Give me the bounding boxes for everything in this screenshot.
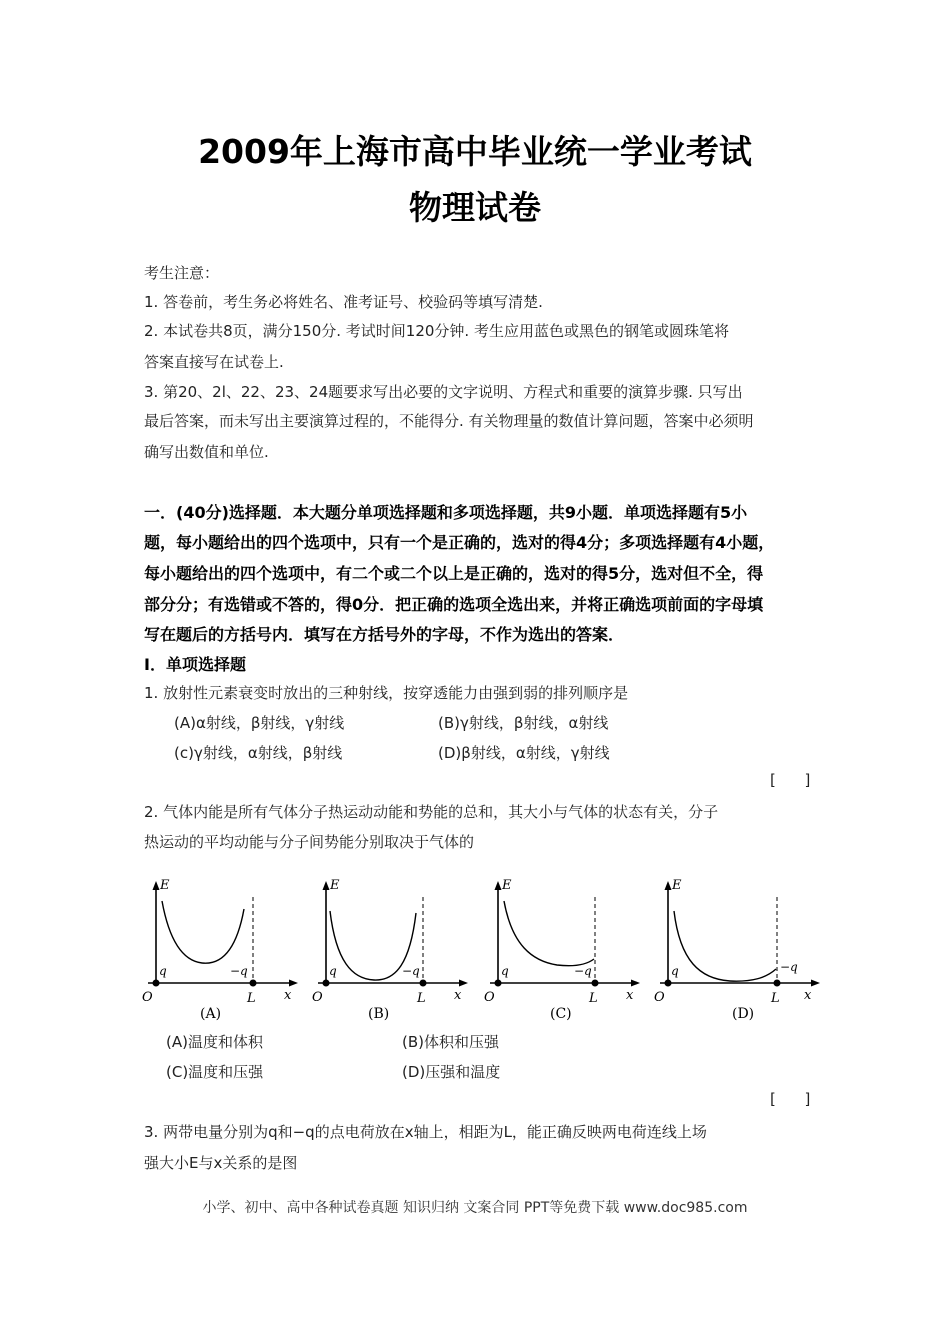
origin-label: O: [312, 990, 323, 1005]
question-2-stem: 2. 气体内能是所有气体分子热运动动能和势能的总和，其大小与气体的状态有关，分子: [144, 803, 719, 821]
q2-option-a: (A)温度和体积: [166, 1033, 263, 1051]
charge-label: −q: [780, 960, 798, 974]
notice-item-3: 3. 第20、2l、22、23、24题要求写出必要的文字说明、方程式和重要的演算步骤. 只写出: [144, 383, 743, 401]
q1-answer-bracket: [ ]: [770, 771, 811, 789]
exam-title: 2009年上海市高中毕业统一学业考试: [198, 132, 752, 171]
notice-item-2-cont: 答案直接写在试卷上.: [144, 353, 284, 371]
axis-label: x: [454, 988, 462, 1003]
notice-item-1: 1. 答卷前，考生务必将姓名、准考证号、校验码等填写清楚.: [144, 293, 543, 311]
charge-label: q: [159, 964, 167, 978]
distance-label: L: [589, 991, 598, 1006]
distance-label: L: [247, 991, 256, 1006]
q1-option-a: (A)α射线，β射线，γ射线: [174, 714, 345, 732]
origin-label: O: [654, 990, 665, 1005]
notice-item-3-cont2: 确写出数值和单位.: [144, 443, 269, 461]
notice-heading: 考生注意：: [144, 264, 220, 282]
axis-label: x: [626, 988, 634, 1003]
q2-option-c: (C)温度和压强: [166, 1063, 264, 1081]
q1-option-c: (c)γ射线，α射线，β射线: [174, 744, 343, 762]
axis-label: E: [160, 878, 170, 893]
question-2-stem-cont: 热运动的平均动能与分子间势能分别取决于气体的: [144, 833, 475, 851]
question-1-stem: 1. 放射性元素衰变时放出的三种射线，按穿透能力由强到弱的排列顺序是: [144, 684, 629, 702]
charge-label: −q: [230, 964, 248, 978]
graph-b: [310, 875, 470, 1025]
distance-label: L: [417, 991, 426, 1006]
question-3-stem-cont: 强大小E与x关系的是图: [144, 1154, 298, 1172]
notice-item-2: 2. 本试卷共8页，满分150分. 考试时间120分钟. 考生应用蓝色或黑色的钢笔或圆珠笔将: [144, 322, 729, 340]
q2-option-b: (B)体积和压强: [402, 1033, 499, 1051]
charge-label: q: [329, 964, 337, 978]
axis-label: E: [330, 878, 340, 893]
graph-d: [652, 875, 822, 1025]
subsection-heading: Ⅰ．单项选择题: [144, 655, 246, 674]
axis-label: E: [502, 878, 512, 893]
section-instructions: 题，每小题给出的四个选项中，只有一个是正确的，选对的得4分；多项选择题有4小题，: [144, 533, 775, 552]
graph-a: [140, 875, 300, 1025]
distance-label: L: [771, 991, 780, 1006]
q1-option-b: (B)γ射线，β射线，α射线: [438, 714, 609, 732]
section-instructions: 每小题给出的四个选项中，有二个或二个以上是正确的，选对的得5分，选对但不全，得: [144, 564, 764, 583]
graph-label: (D): [732, 1006, 755, 1022]
graph-c: [482, 875, 642, 1025]
graph-label: (A): [200, 1006, 222, 1022]
charge-label: q: [501, 964, 509, 978]
section-instructions: 写在题后的方括号内．填写在方括号外的字母，不作为选出的答案．: [144, 625, 625, 644]
charge-label: q: [671, 964, 679, 978]
origin-label: O: [484, 990, 495, 1005]
page-footer: 小学、初中、高中各种试卷真题 知识归纳 文案合同 PPT等免费下载 www.doc985.com: [202, 1200, 748, 1216]
origin-label: O: [142, 990, 153, 1005]
notice-item-3-cont: 最后答案，而未写出主要演算过程的，不能得分. 有关物理量的数值计算问题，答案中必须明: [144, 412, 754, 430]
axis-label: E: [672, 878, 682, 893]
axis-label: x: [804, 988, 812, 1003]
question-3-stem: 3. 两带电量分别为q和−q的点电荷放在x轴上，相距为L，能正确反映两电荷连线上场: [144, 1123, 707, 1141]
charge-label: −q: [574, 964, 592, 978]
q2-answer-bracket: [ ]: [770, 1090, 811, 1108]
graph-label: (C): [550, 1006, 572, 1022]
section-instructions: 一．(40分)选择题．本大题分单项选择题和多项选择题，共9小题．单项选择题有5小: [144, 503, 748, 522]
section-instructions: 部分分；有选错或不答的，得0分．把正确的选项全选出来，并将正确选项前面的字母填: [144, 595, 764, 614]
q2-option-d: (D)压强和温度: [402, 1063, 501, 1081]
charge-label: −q: [402, 964, 420, 978]
exam-subtitle: 物理试卷: [409, 188, 541, 227]
graph-label: (B): [368, 1006, 390, 1022]
q1-option-d: (D)β射线，α射线，γ射线: [438, 744, 610, 762]
axis-label: x: [284, 988, 292, 1003]
